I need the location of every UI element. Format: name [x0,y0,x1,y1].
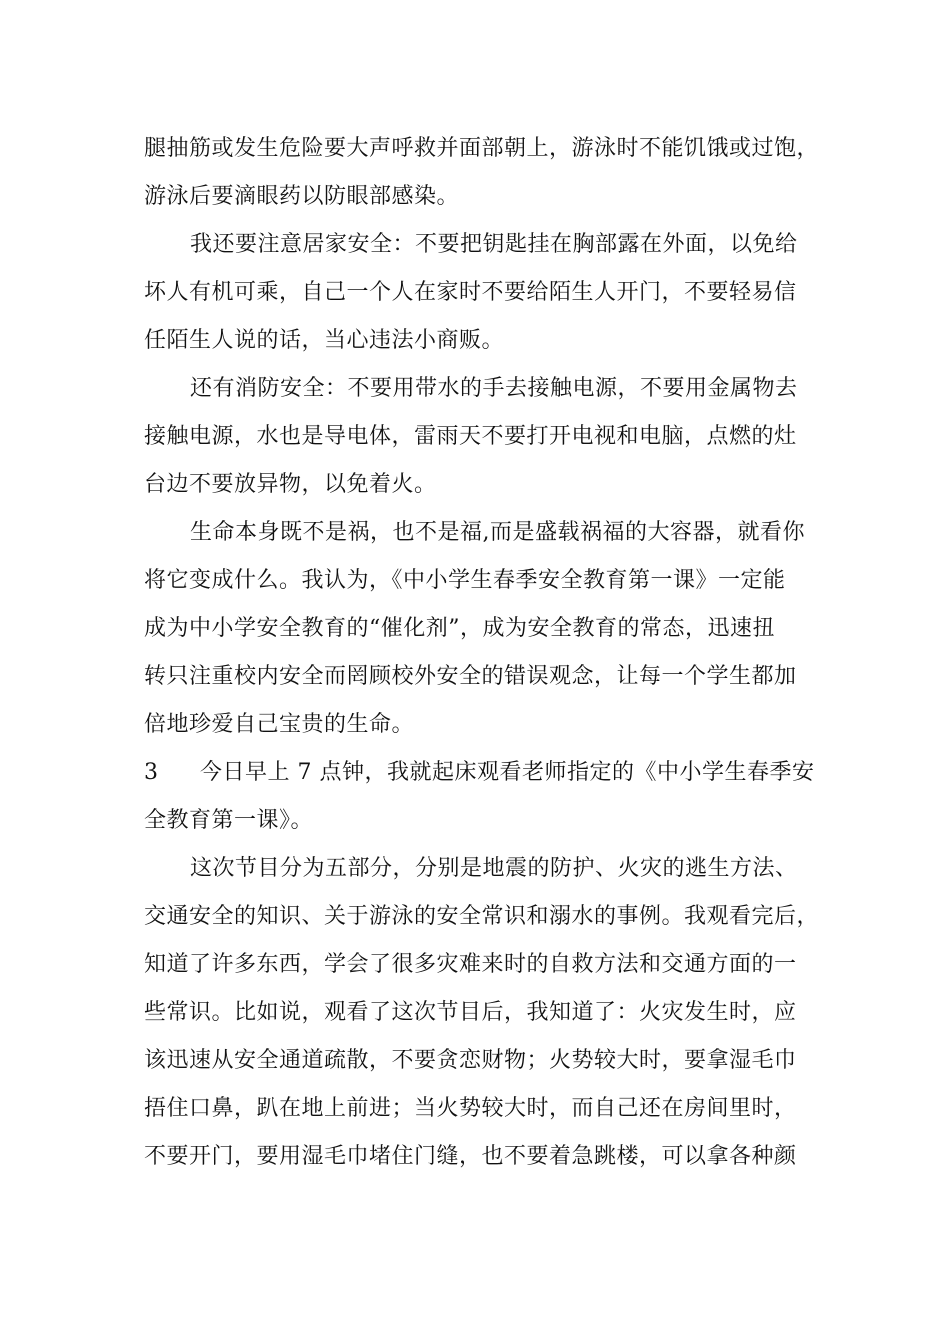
text-line: 转只注重校内安全而罔顾校外安全的错误观念，让每一个学生都加 [144,664,797,689]
text-line: 我还要注意居家安全：不要把钥匙挂在胸部露在外面，以免给 [190,232,798,257]
text-line: 这次节目分为五部分，分别是地震的防护、火灾的逃生方法、 [190,856,798,881]
text-line: 接触电源，水也是导电体，雷雨天不要打开电视和电脑，点燃的灶 [144,424,797,449]
text-line: 该迅速从安全通道疏散，不要贪恋财物；火势较大时，要拿湿毛巾 [144,1048,797,1073]
text-line: 捂住口鼻，趴在地上前进；当火势较大时，而自己还在房间里时， [144,1096,797,1121]
text-line: 台边不要放异物，以免着火。 [144,472,437,497]
text-line: 些常识。比如说，观看了这次节目后，我知道了：火灾发生时，应 [144,1000,797,1025]
text-line: 腿抽筋或发生危险要大声呼救并面部朝上，游泳时不能饥饿或过饱， [144,136,820,161]
text-line: 全教育第一课》。 [144,808,314,833]
text-line: 成为中小学安全教育的“催化剂”，成为安全教育的常态，迅速扭 [144,616,775,641]
text-line: 知道了许多东西，学会了很多灾难来时的自救方法和交通方面的一 [144,952,797,977]
text-line: 坏人有机可乘，自己一个人在家时不要给陌生人开门，不要轻易信 [144,280,797,305]
text-line: 交通安全的知识、关于游泳的安全常识和溺水的事例。我观看完后， [144,904,820,929]
text-line: 游泳后要滴眼药以防眼部感染。 [144,184,460,209]
document-body [144,125,824,1181]
section-heading-line [144,749,824,797]
text-line: 将它变成什么。我认为，《中小学生春季安全教育第一课》一定能 [144,568,786,593]
section-number: 3 [144,760,159,785]
text-line: 还有消防安全：不要用带水的手去接触电源，不要用金属物去 [190,376,798,401]
text-line: 生命本身既不是祸，也不是福,而是盛载祸福的大容器，就看你 [190,520,805,545]
text-line: 任陌生人说的话，当心违法小商贩。 [144,328,505,353]
text-line: 不要开门，要用湿毛巾堵住门缝，也不要着急跳楼，可以拿各种颜 [144,1144,797,1169]
text-line: 倍地珍爱自己宝贵的生命。 [144,712,415,737]
section-first-line: 今日早上 7 点钟，我就起床观看老师指定的《中小学生春季安 [200,760,815,785]
